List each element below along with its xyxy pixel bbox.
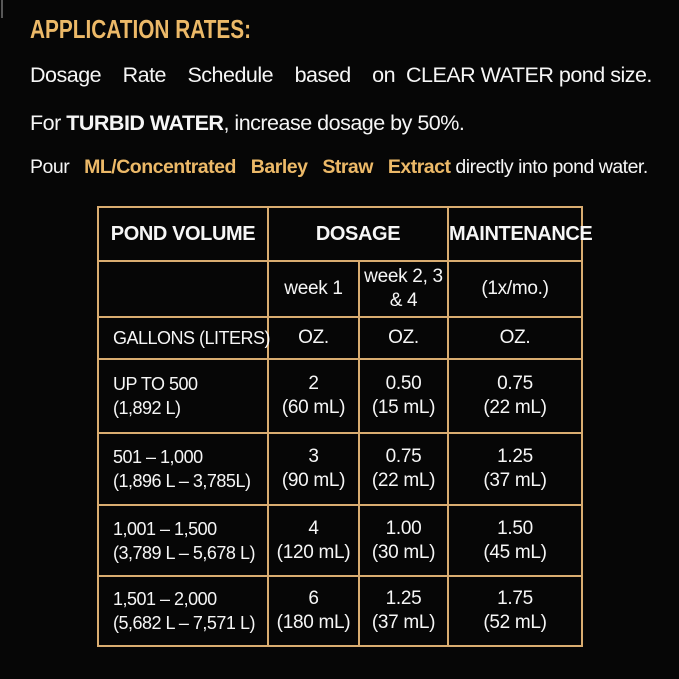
turbid-bold-text: TURBID WATER bbox=[66, 111, 224, 135]
volume-liters: (1,892 L) bbox=[113, 398, 181, 418]
week1-dose-cell bbox=[268, 359, 359, 433]
volume-gallons: 1,001 – 1,500 bbox=[113, 518, 217, 539]
pour-instruction-line bbox=[30, 156, 648, 179]
dose-ml: (37 mL) bbox=[483, 470, 547, 491]
dose-oz: 1.25 bbox=[385, 588, 422, 609]
week234-dose-cell bbox=[359, 433, 448, 505]
table-row bbox=[98, 576, 582, 646]
volume-liters: (1,896 L – 3,785L) bbox=[113, 471, 251, 491]
dose-ml: (22 mL) bbox=[483, 397, 547, 418]
week234-subheader: week 2, 3 & 4 bbox=[359, 261, 448, 317]
dose-ml: (45 mL) bbox=[483, 541, 547, 563]
volume-gallons: 1,501 – 2,000 bbox=[113, 589, 217, 609]
units-week234-cell: OZ. bbox=[359, 317, 448, 359]
dosage-schedule-rest-text: CLEAR WATER pond size. bbox=[406, 63, 652, 87]
maintenance-dose-cell bbox=[448, 433, 582, 505]
week1-dose-cell bbox=[268, 433, 359, 505]
table-row bbox=[98, 505, 582, 576]
maintenance-freq-subheader: (1x/mo.) bbox=[448, 261, 582, 317]
week1-dose-cell bbox=[268, 505, 359, 576]
dosage-schedule-line bbox=[30, 63, 652, 88]
pour-prefix-group bbox=[30, 156, 450, 178]
scan-artifact-line bbox=[1, 0, 3, 18]
dose-oz: 1.50 bbox=[497, 517, 533, 539]
maintenance-header: MAINTENANCE bbox=[448, 207, 582, 261]
dose-ml: (22 mL) bbox=[371, 470, 436, 491]
volume-gallons: UP TO 500 bbox=[113, 374, 198, 394]
dose-ml: (30 mL) bbox=[371, 541, 436, 563]
dose-oz: 6 bbox=[308, 588, 319, 609]
dose-ml: (180 mL) bbox=[276, 612, 351, 633]
dose-ml: (60 mL) bbox=[281, 397, 346, 418]
dose-oz: 0.75 bbox=[497, 373, 533, 394]
maintenance-dose-cell bbox=[448, 359, 582, 433]
units-volume-cell: GALLONS (LITERS) bbox=[98, 317, 268, 359]
turbid-water-line bbox=[30, 111, 464, 136]
dose-ml: (120 mL) bbox=[276, 541, 351, 563]
dosage-schedule-wide-text: Dosage Rate Schedule based on bbox=[30, 63, 396, 87]
volume-cell bbox=[98, 359, 268, 433]
table-row bbox=[98, 433, 582, 505]
dose-oz: 1.75 bbox=[497, 588, 533, 609]
week234-dose-cell bbox=[359, 576, 448, 646]
volume-cell bbox=[98, 433, 268, 505]
units-week1-cell: OZ. bbox=[268, 317, 359, 359]
pour-rest-text: directly into pond water. bbox=[450, 156, 648, 178]
dosage-header: DOSAGE bbox=[268, 207, 448, 261]
pour-highlight-text: ML/Concentrated Barley Straw Extract bbox=[84, 156, 451, 178]
dose-ml: (15 mL) bbox=[371, 397, 436, 418]
week234-dose-cell bbox=[359, 359, 448, 433]
pond-volume-header: POND VOLUME bbox=[98, 207, 268, 261]
table-units-row bbox=[98, 317, 582, 359]
week234-dose-cell bbox=[359, 505, 448, 576]
empty-cell bbox=[98, 261, 268, 317]
table-header-row bbox=[98, 207, 582, 261]
week1-subheader: week 1 bbox=[268, 261, 359, 317]
week1-dose-cell bbox=[268, 576, 359, 646]
dose-oz: 1.00 bbox=[385, 517, 422, 539]
dose-oz: 1.25 bbox=[497, 446, 533, 467]
dose-ml: (90 mL) bbox=[281, 470, 346, 491]
turbid-prefix-text: For bbox=[30, 111, 67, 135]
volume-liters: (3,789 L – 5,678 L) bbox=[113, 542, 255, 563]
maintenance-dose-cell bbox=[448, 576, 582, 646]
volume-cell bbox=[98, 576, 268, 646]
dose-oz: 3 bbox=[308, 446, 319, 467]
dosage-rate-table bbox=[97, 206, 593, 647]
volume-gallons: 501 – 1,000 bbox=[113, 447, 203, 467]
dose-ml: (52 mL) bbox=[483, 612, 547, 633]
table-row bbox=[98, 359, 582, 433]
pour-prefix-text: Pour bbox=[30, 156, 70, 178]
dose-oz: 4 bbox=[308, 517, 319, 539]
dose-oz: 0.75 bbox=[385, 446, 422, 467]
turbid-rest-text: , increase dosage by 50%. bbox=[223, 111, 465, 135]
dose-oz: 0.50 bbox=[385, 373, 422, 394]
dose-oz: 2 bbox=[308, 373, 319, 394]
volume-cell bbox=[98, 505, 268, 576]
table-subheader-row bbox=[98, 261, 582, 317]
spacer bbox=[395, 63, 406, 87]
dose-ml: (37 mL) bbox=[371, 612, 436, 633]
units-maintenance-cell: OZ. bbox=[448, 317, 582, 359]
maintenance-dose-cell bbox=[448, 505, 582, 576]
page-title: APPLICATION RATES: bbox=[30, 14, 252, 44]
volume-liters: (5,682 L – 7,571 L) bbox=[113, 613, 255, 633]
